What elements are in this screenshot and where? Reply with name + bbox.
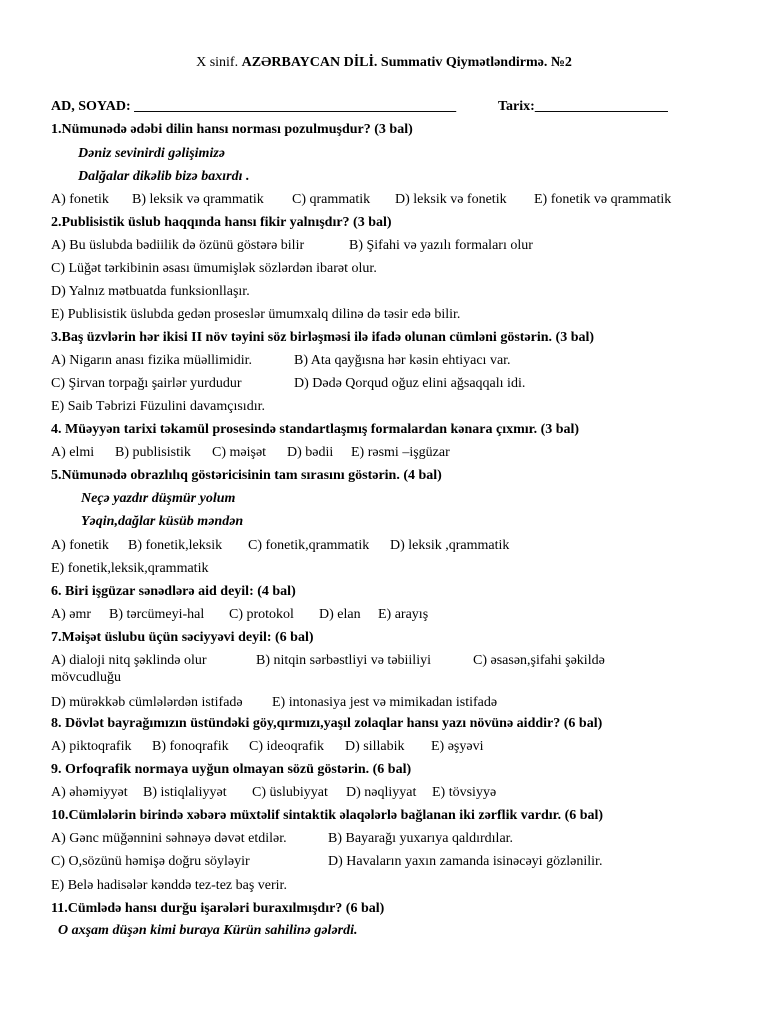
answer-option[interactable]: A) piktoqrafik — [51, 739, 132, 754]
answer-option[interactable]: B) Bayarağı yuxarıya qaldırdılar. — [328, 831, 514, 846]
answer-option[interactable]: A) fonetik — [51, 192, 109, 207]
answer-option[interactable]: E) Publisistik üslubda gedən proseslər ümumxalq dilinə də təsir edə bilir. — [51, 307, 461, 322]
answer-option[interactable]: D) leksik ,qrammatik — [390, 538, 510, 553]
answer-option[interactable]: A) elmi — [51, 445, 95, 460]
question-4: 4. Müəyyən tarixi təkamül prosesində standartlaşmış formalardan kənara çıxmır. (3 bal) — [51, 422, 580, 437]
answer-option[interactable]: E) Saib Təbrizi Füzulini davamçısıdır. — [51, 399, 265, 414]
answer-option[interactable]: D) Dədə Qorqud oğuz elini ağsaqqalı idi. — [294, 376, 526, 391]
answer-option[interactable]: C) protokol — [229, 607, 294, 622]
quote-line: Neçə yazdır düşmür yolum — [81, 491, 236, 506]
answer-option[interactable]: D) leksik və fonetik — [395, 192, 507, 207]
page-title — [0, 54, 768, 71]
question-1: 1.Nümunədə ədəbi dilin hansı norması pozulmuşdur? (3 bal) — [51, 122, 413, 137]
question-10: 10.Cümlələrin birində xəbərə müxtəlif sintaktik əlaqələrlə bağlanan iki zərflik vardır. (6 bal) — [51, 808, 604, 823]
title-bold: AZƏRBAYCAN DİLİ. Summativ Qiymətləndirmə. №2 — [241, 55, 572, 70]
answer-option[interactable]: C) qrammatik — [292, 192, 371, 207]
answer-option[interactable]: C) Lüğət tərkibinin əsası ümumişlək sözlərdən ibarət olur. — [51, 261, 377, 276]
question-6: 6. Biri işgüzar sənədlərə aid deyil: (4 bal) — [51, 584, 296, 599]
answer-option[interactable]: E) rəsmi –işgüzar — [351, 445, 450, 460]
answer-option[interactable]: B) istiqlaliyyət — [143, 785, 227, 800]
answer-option[interactable]: C) fonetik,qrammatik — [248, 538, 370, 553]
answer-option[interactable]: B) fonetik,leksik — [128, 538, 223, 553]
answer-option[interactable]: A) Nigarın anası fizika müəllimidir. — [51, 353, 253, 368]
answer-option[interactable]: D) elan — [319, 607, 361, 622]
question-11: 11.Cümlədə hansı durğu işarələri buraxılmışdır? (6 bal) — [51, 901, 385, 916]
answer-option[interactable]: B) publisistik — [115, 445, 191, 460]
answer-option[interactable]: B) Ata qayğısna hər kəsin ehtiyacı var. — [294, 353, 511, 368]
answer-option[interactable]: D) Yalnız mətbuatda funksionllaşır. — [51, 284, 250, 299]
quote-line: Dalğalar dikəlib bizə baxırdı . — [78, 169, 250, 184]
answer-option[interactable]: E) intonasiya jest və mimikadan istifadə — [272, 695, 498, 710]
date-field-label[interactable]: Tarix:___________________ — [498, 99, 668, 114]
answer-option[interactable]: B) Şifahi və yazılı formaları olur — [349, 238, 533, 253]
answer-option[interactable]: A) Gənc müğənnini səhnəyə dəvət etdilər. — [51, 831, 287, 846]
name-field-label[interactable]: AD, SOYAD: ______________________________________________ — [51, 99, 457, 114]
answer-option[interactable]: A) əhəmiyyət — [51, 785, 128, 800]
answer-option[interactable]: C) ideoqrafik — [249, 739, 325, 754]
quote-line: Yəqin,dağlar küsüb məndən — [81, 514, 244, 529]
answer-option[interactable]: B) tərcümeyi-hal — [109, 607, 205, 622]
answer-option[interactable]: D) nəqliyyat — [346, 785, 417, 800]
answer-option[interactable]: C) Şirvan torpağı şairlər yurdudur — [51, 376, 242, 391]
question-3: 3.Baş üzvlərin hər ikisi II növ təyini söz birləşməsi ilə ifadə olunan cümləni göstərin. (3 bal) — [51, 330, 595, 345]
answer-option[interactable]: D) bədii — [287, 445, 334, 460]
answer-option[interactable]: C) məişət — [212, 445, 267, 460]
question-2: 2.Publisistik üslub haqqında hansı fikir yalnışdır? (3 bal) — [51, 215, 392, 230]
answer-option[interactable]: E) tövsiyyə — [432, 785, 497, 800]
answer-option[interactable]: D) Havaların yaxın zamanda isinəcəyi gözlənilir. — [328, 854, 603, 869]
answer-option[interactable]: E) fonetik və qrammatik — [534, 192, 672, 207]
question-7: 7.Məişət üslubu üçün səciyyəvi deyil: (6 bal) — [51, 630, 314, 645]
answer-option[interactable]: E) arayış — [378, 607, 429, 622]
answer-option[interactable]: D) mürəkkəb cümlələrdən istifadə — [51, 695, 243, 710]
answer-option[interactable]: A) əmr — [51, 607, 92, 622]
answer-option[interactable]: B) fonoqrafik — [152, 739, 229, 754]
answer-option[interactable]: A) dialoji nitq şəklində olur — [51, 653, 207, 668]
answer-option[interactable]: E) Belə hadisələr kənddə tez-tez baş verir. — [51, 878, 287, 893]
answer-option[interactable]: D) sillabik — [345, 739, 405, 754]
answer-option[interactable]: C) üslubiyyat — [252, 785, 328, 800]
question-8: 8. Dövlət bayrağımızın üstündəki göy,qırmızı,yaşıl zolaqlar hansı yazı növünə aiddir? (6 bal) — [51, 716, 603, 731]
question-5: 5.Nümunədə obrazlılıq göstəricisinin tam sırasını göstərin. (4 bal) — [51, 468, 442, 483]
quote-line: O axşam düşən kimi buraya Kürün sahilinə gələrdi. — [58, 923, 358, 938]
quote-line: Dəniz sevinirdi gəlişimizə — [78, 146, 225, 161]
answer-option[interactable]: C) əsasən,şifahi şəkildə — [473, 653, 605, 668]
answer-option[interactable]: A) fonetik — [51, 538, 109, 553]
answer-option[interactable]: E) fonetik,leksik,qrammatik — [51, 561, 209, 576]
title-prefix: X sinif. — [196, 55, 242, 70]
answer-option[interactable]: B) leksik və qrammatik — [132, 192, 264, 207]
answer-option-continuation: mövcudluğu — [51, 670, 121, 685]
answer-option[interactable]: A) Bu üslubda bədiilik də özünü göstərə bilir — [51, 238, 305, 253]
answer-option[interactable]: E) əşyəvi — [431, 739, 484, 754]
answer-option[interactable]: B) nitqin sərbəstliyi və təbiiliyi — [256, 653, 431, 668]
question-9: 9. Orfoqrafik normaya uyğun olmayan sözü göstərin. (6 bal) — [51, 762, 412, 777]
answer-option[interactable]: C) O,sözünü həmişə doğru söyləyir — [51, 854, 250, 869]
